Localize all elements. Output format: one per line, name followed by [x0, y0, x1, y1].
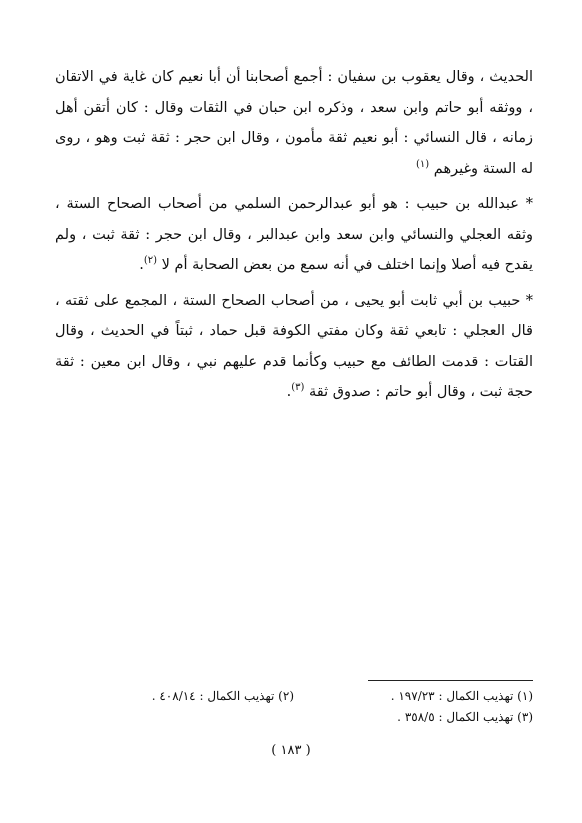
paragraph-abdullah-ibn-habib	[55, 189, 533, 281]
page-number: ( ١٨٣ )	[271, 743, 311, 758]
footnote-1: (١) تهذيب الكمال : ١٩٧/٢٣ .	[390, 689, 533, 703]
footnote-ref-1: (١)	[416, 158, 430, 170]
paragraph-tail: .	[139, 257, 144, 273]
footnote-row	[55, 686, 533, 707]
footnote-empty	[55, 707, 294, 728]
footnote-divider	[368, 680, 533, 681]
paragraph-habib-ibn-abi-thabit	[55, 286, 533, 408]
paragraph-text: * عبدالله بن حبيب : هو أبو عبدالرحمن السلمي من أصحاب الصحاح الستة ، وثقه العجلي والنسائي وابن سعد وابن عبدالبر ، وقال ابن حجر : ثقة ثبت ، ولم يقدح فيه أصلا وإنما اختلف في أنه سمع من بعض الصحابة أم لا	[55, 196, 533, 273]
footnote-3: (٣) تهذيب الكمال : ٣٥٨/٥ .	[397, 710, 533, 724]
footnote-row	[55, 707, 533, 728]
paragraph-text: * حبيب بن أبي ثابت أبو يحيى ، من أصحاب الصحاح الستة ، المجمع على ثقته ، قال العجلي : تابعي ثقة وكان مفتي الكوفة قبل حماد ، ثبتاً في الحديث ، وقال القتات : قدمت الطائف مع حبيب وكأنما قدم عليهم نبي ، وقال ابن معين : ثقة حجة ثبت ، وقال أبو حاتم : صدوق ثقة	[55, 292, 533, 400]
footnote-ref-3: (٣)	[291, 382, 305, 394]
paragraph-tail: .	[286, 384, 292, 400]
paragraph-abu-nuaim	[55, 62, 533, 184]
main-text	[55, 62, 533, 413]
paragraph-text: الحديث ، وقال يعقوب بن سفيان : أجمع أصحابنا أن أبا نعيم كان غاية في الاتقان ، ووثقه أبو حاتم وابن سعد ، وذكره ابن حبان في الثقات وقال : كان أتقن أهل زمانه ، قال النسائي : أبو نعيم ثقة مأمون ، وقال ابن حجر : ثقة ثبت وهو ، روى له الستة وغيرهم	[55, 69, 533, 177]
footnotes	[55, 686, 533, 728]
footnote-ref-2: (٢)	[143, 255, 158, 267]
footnote-2: (٢) تهذيب الكمال : ٤٠٨/١٤ .	[151, 689, 294, 703]
